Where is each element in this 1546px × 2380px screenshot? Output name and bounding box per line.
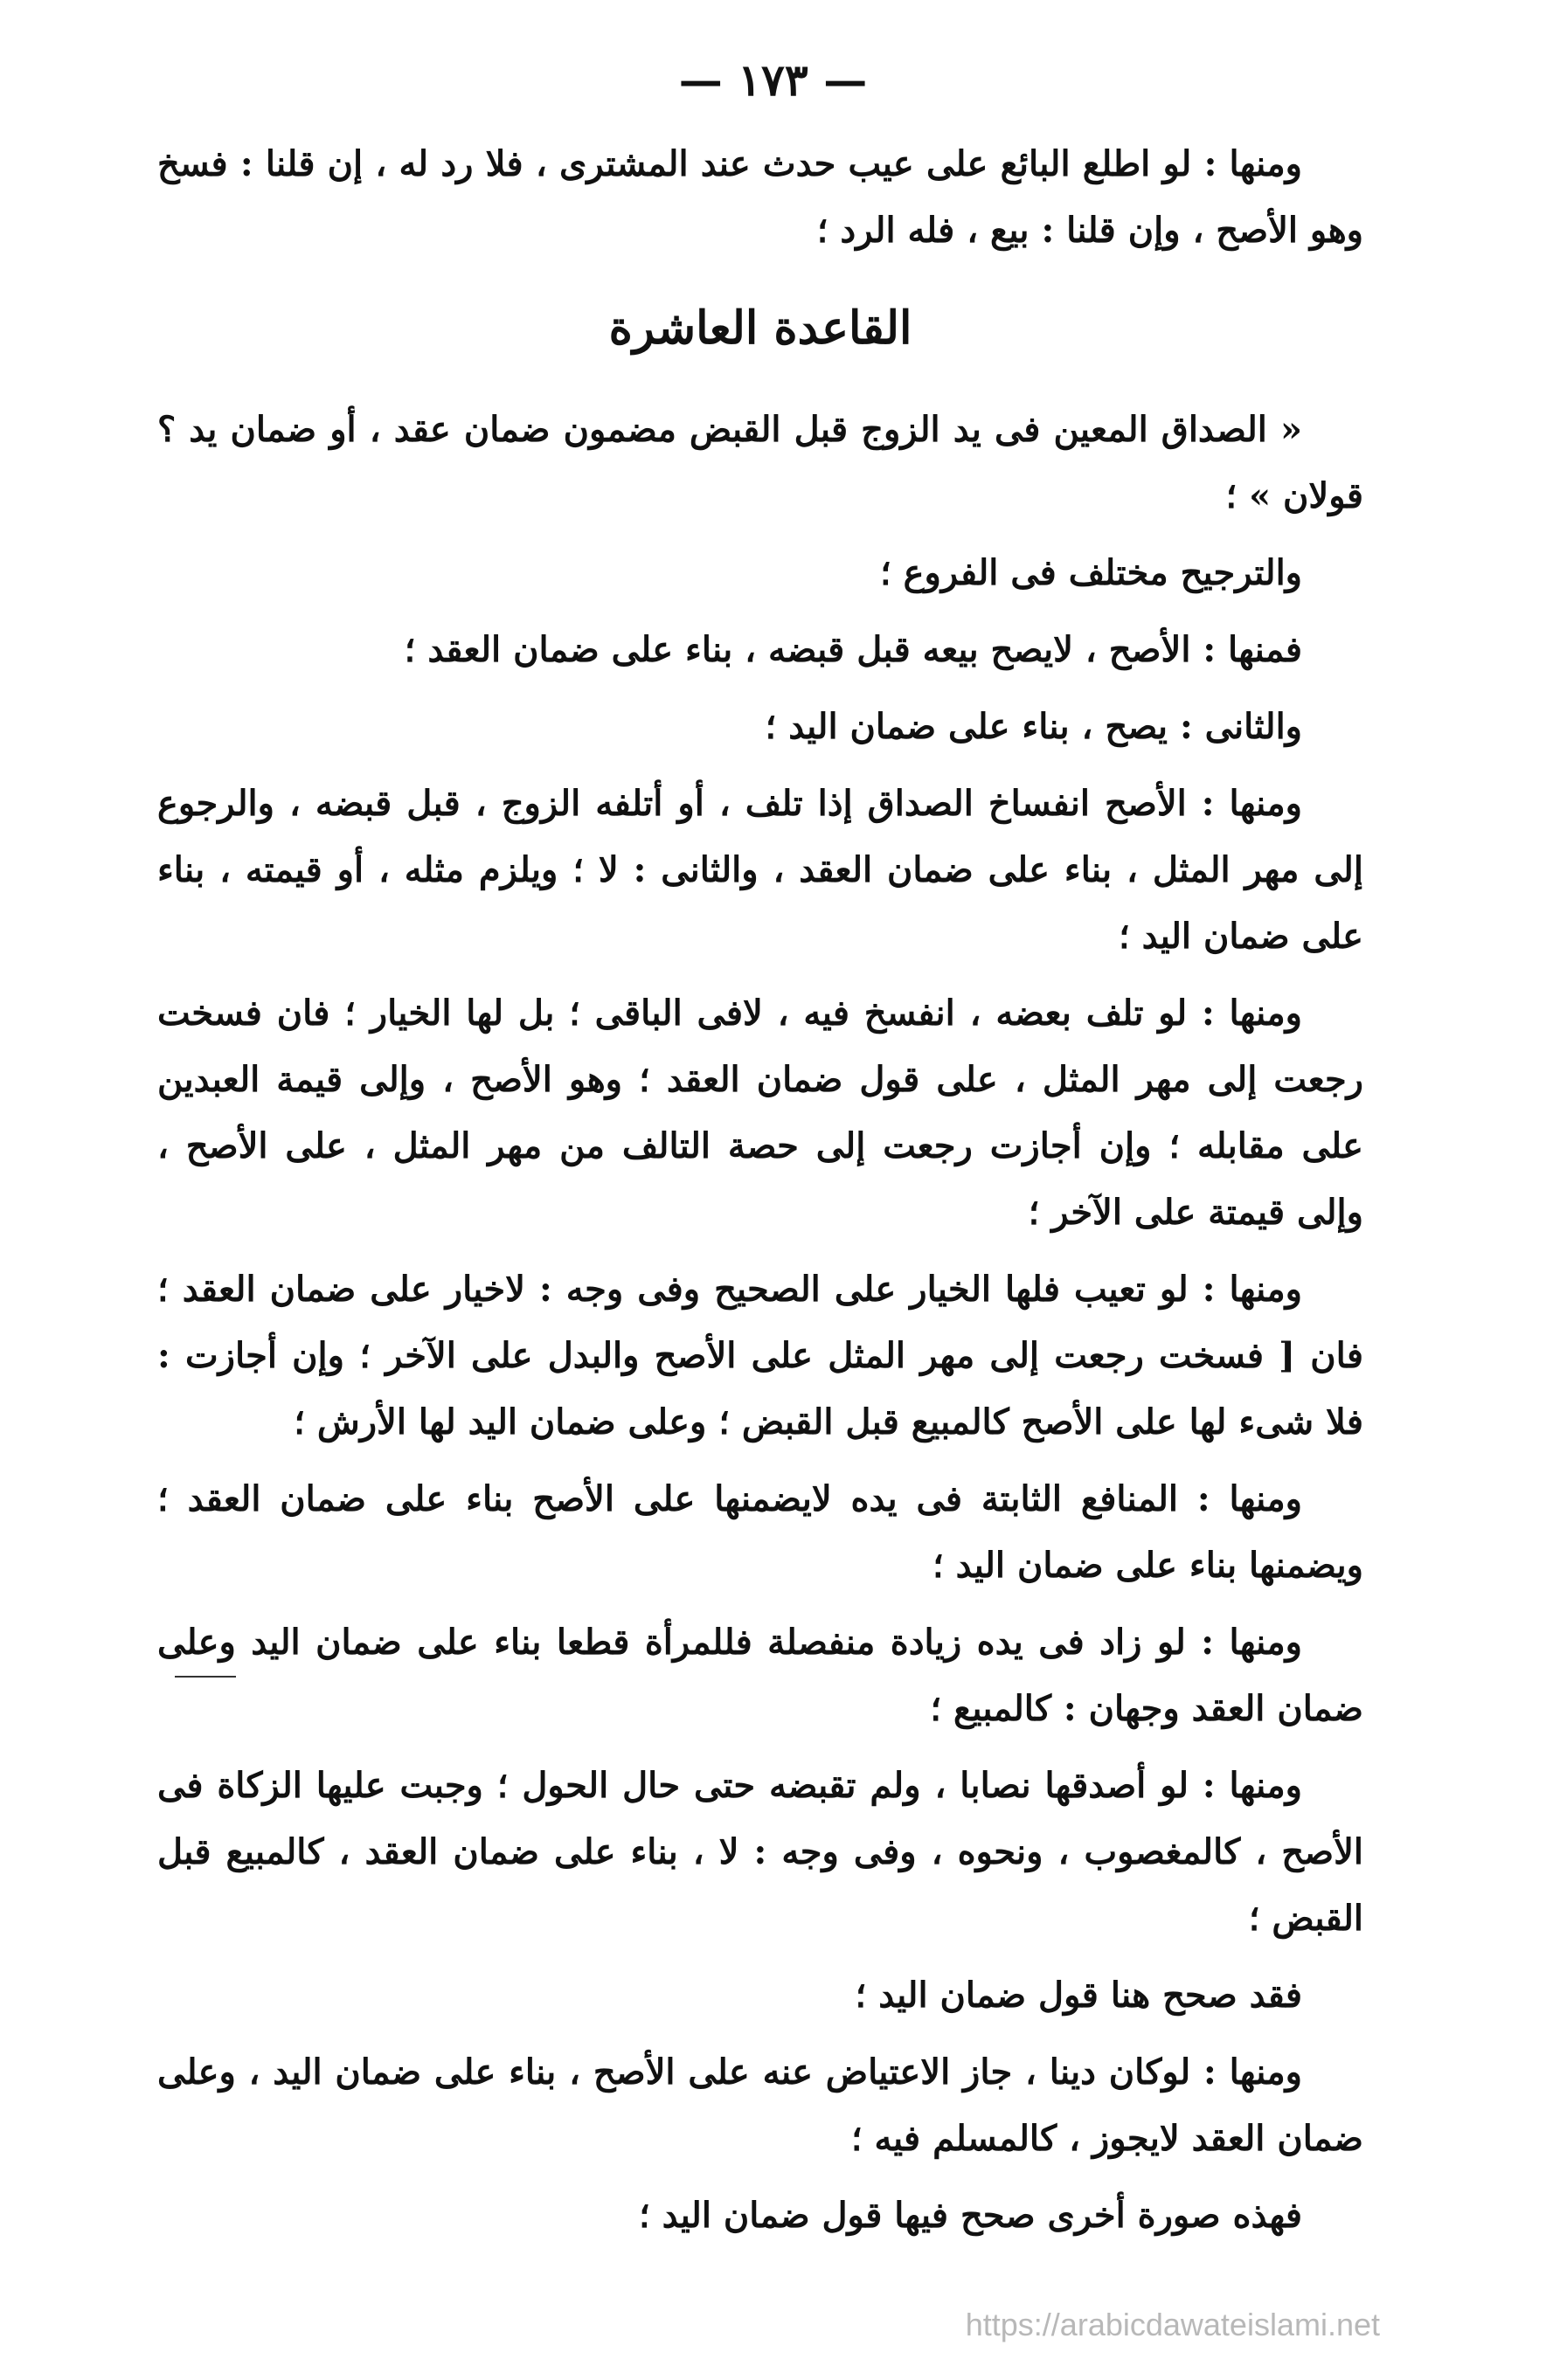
paragraph: ومنها : لو اطلع البائع على عيب حدث عند المشترى ، فلا رد له ، إن قلنا : فسخ وهو الأصح ، وإن قلنا : بيع ، فله الرد ؛ <box>157 143 1363 251</box>
paragraph: فمنها : الأصح ، لايصح بيعه قبل قبضه ، بناء على ضمان العقد ؛ <box>404 629 1302 670</box>
page-number: — ١٧٣ — <box>678 54 868 106</box>
paragraph: والترجيح مختلف فى الفروع ؛ <box>879 552 1302 593</box>
paragraph: ومنها : الأصح انفساخ الصداق إذا تلف ، أو أتلفه الزوج ، قبل قبضه ، والرجوع إلى مهر المثل ، بناء على ضمان العقد ، والثانى : لا ؛ ويلزم مثله ، أو قيمته ، بناء على ضمان اليد ؛ <box>157 783 1363 957</box>
paragraph: ومنها : لوكان دينا ، جاز الاعتياض عنه على الأصح ، بناء على ضمان اليد ، وعلى ضمان العقد لايجوز ، كالمسلم فيه ؛ <box>157 2051 1363 2159</box>
section-heading: القاعدة العاشرة <box>608 301 912 355</box>
underline-mark <box>175 1676 236 1678</box>
paragraph: ومنها : لو تلف بعضه ، انفسخ فيه ، لافى الباقى ؛ بل لها الخيار ؛ فان فسخت رجعت إلى مهر المثل ، على قول ضمان العقد ؛ وهو الأصح ، وإلى قيمة العبدين على مقابله ؛ وإن أجازت رجعت إلى حصة التالف من مهر المثل ، على الأصح ، وإلى قيمتة على الآخر ؛ <box>157 993 1363 1233</box>
paragraph: والثانى : يصح ، بناء على ضمان اليد ؛ <box>765 706 1302 747</box>
paragraph: فهذه صورة أخرى صحح فيها قول ضمان اليد ؛ <box>638 2195 1302 2236</box>
paragraph: فقد صحح هنا قول ضمان اليد ؛ <box>855 1975 1302 2016</box>
paragraph: ومنها : المنافع الثابتة فى يده لايضمنها على الأصح بناء على ضمان العقد ؛ ويضمنها بناء على ضمان اليد ؛ <box>157 1478 1363 1586</box>
paragraph: ومنها : لو تعيب فلها الخيار على الصحيح وفى وجه : لاخيار على ضمان العقد ؛ فان [ فسخت رجعت إلى مهر المثل على الأصح والبدل على الآخر ؛ وإن أجازت : فلا شىء لها على الأصح كالمبيع قبل القبض ؛ وعلى ضمان اليد لها الأرش ؛ <box>157 1269 1363 1443</box>
paragraph: « الصداق المعين فى يد الزوج قبل القبض مضمون ضمان عقد ، أو ضمان يد ؟ قولان » ؛ <box>157 409 1363 516</box>
paragraph: ومنها : لو زاد فى يده زيادة منفصلة فللمرأة قطعا بناء على ضمان اليد وعلى ضمان العقد وجهان : كالمبيع ؛ <box>157 1622 1363 1729</box>
paragraph: ومنها : لو أصدقها نصابا ، ولم تقبضه حتى حال الحول ؛ وجبت عليها الزكاة فى الأصح ، كالمغصوب ، ونحوه ، وفى وجه : لا ، بناء على ضمان العقد ، كالمبيع قبل القبض ؛ <box>157 1765 1363 1939</box>
body-text <box>157 131 1363 2259</box>
watermark-url: https://arabicdawateislami.net <box>965 2307 1380 2342</box>
